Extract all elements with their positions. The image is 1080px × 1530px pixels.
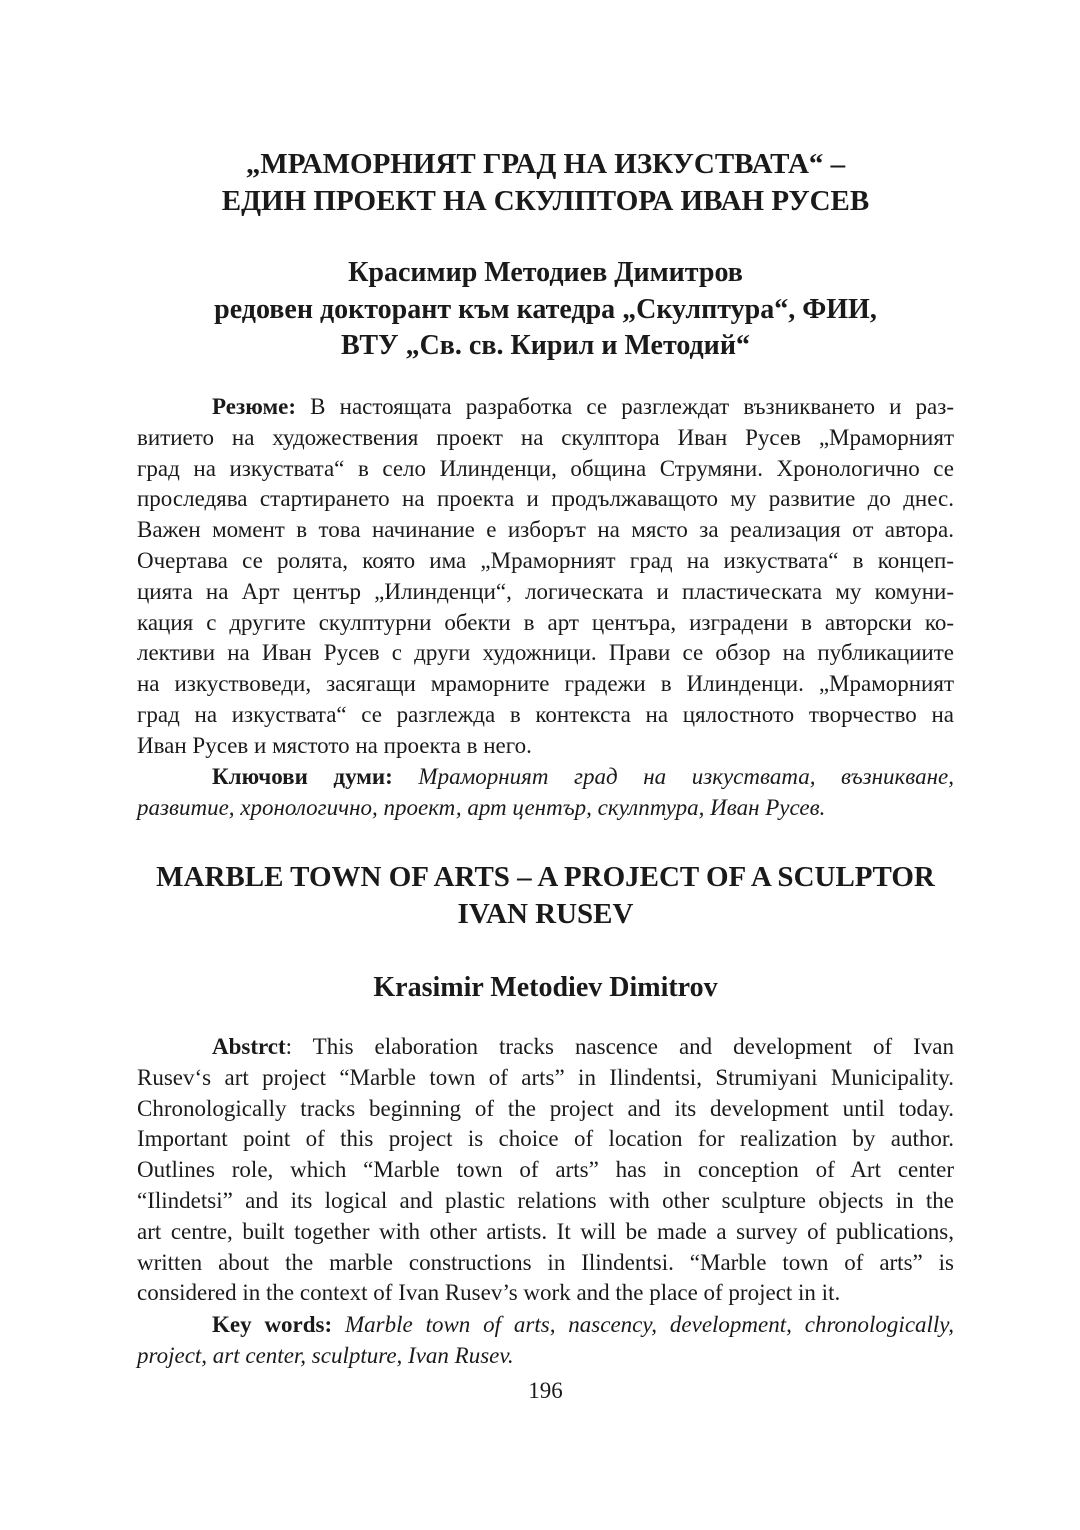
abstract-label: Резюме: <box>212 394 297 419</box>
abstract-line <box>137 392 954 423</box>
english-title-line-1: MARBLE TOWN OF ARTS – A PROJECT OF A SCULPTOR <box>156 861 935 893</box>
abstract-label: Abstrct <box>212 1034 286 1059</box>
abstract-line: витието на художествения проект на скулптора Иван Русев „Мраморният <box>137 424 954 450</box>
abstract-line: Иван Русев и мястото на проекта в него. <box>137 732 532 758</box>
bulgarian-title-line-2: ЕДИН ПРОЕКТ НА СКУЛПТОРА ИВАН РУСЕВ <box>221 185 870 217</box>
abstract-line: цията на Арт център „Илинденци“, логическата и пластическата му комуни- <box>137 578 954 604</box>
abstract-text: В настоящата разработка се разглеждат възникването и раз- <box>296 394 954 419</box>
abstract-line: Outlines role, which “Marble town of arts” has in conception of Art center <box>137 1157 954 1183</box>
abstract-line: град на изкуствата“ се разглежда в контекста на цялостното творчество на <box>137 701 954 727</box>
abstract-line: град на изкуствата“ в село Илинденци, община Струмяни. Хронологично се <box>137 455 954 481</box>
keywords-label: Key words: <box>212 1312 333 1337</box>
abstract-line: considered in the context of Ivan Rusev’s work and the place of project in it. <box>137 1280 841 1306</box>
abstract-line <box>137 1032 954 1063</box>
keywords-label: Ключови думи: <box>212 764 393 789</box>
abstract-line: Важен момент в това начинание е изборът на място за реализация от автора. <box>137 517 954 543</box>
abstract-line: art centre, built together with other artists. It will be made a survey of publications, <box>137 1218 954 1244</box>
abstract-line: written about the marble constructions in Ilindentsi. “Marble town of arts” is <box>137 1249 954 1275</box>
keywords-text: Мраморният град на изкуствата, възникване, <box>392 764 954 789</box>
english-abstract <box>137 1032 954 1309</box>
abstract-line: кация с другите скулптурни обекти в арт центъра, изградени в авторски ко- <box>137 609 954 635</box>
bulgarian-title-line-1: „МРАМОРНИЯТ ГРАД НА ИЗКУСТВАТА“ – <box>245 148 846 180</box>
abstract-line: Rusev‘s art project “Marble town of arts” in Ilindentsi, Strumiyani Municipality. <box>137 1064 954 1090</box>
document-page <box>137 0 954 1530</box>
abstract-line: на изкуствоведи, засягащи мраморните градежи в Илинденци. „Мраморният <box>137 671 954 697</box>
english-title-line-2: IVAN RUSEV <box>457 898 634 930</box>
bulgarian-abstract <box>137 392 954 762</box>
bulgarian-title <box>137 146 954 220</box>
keywords-text: Marble town of arts, nascency, development, chronologically, <box>332 1312 954 1337</box>
english-keywords <box>137 1310 954 1372</box>
abstract-line: проследява стартирането на проекта и продължаващото му развитие до днес. <box>137 486 954 512</box>
abstract-line: Очертава се ролята, която има „Мраморният град на изкуствата“ в концеп- <box>137 547 954 573</box>
english-author-name: Krasimir Metodiev Dimitrov <box>373 972 718 1003</box>
english-title <box>137 859 954 933</box>
abstract-text: : This elaboration tracks nascence and development of Ivan <box>285 1034 954 1059</box>
page-number: 196 <box>528 1378 563 1403</box>
abstract-line: Chronologically tracks beginning of the project and its development until today. <box>137 1095 954 1121</box>
author-university: ВТУ „Св. св. Кирил и Методий“ <box>341 330 750 361</box>
keywords-line: развитие, хронологично, проект, арт център, скулптура, Иван Русев. <box>137 794 826 820</box>
keywords-line <box>137 762 954 793</box>
abstract-line: “Ilindetsi” and its logical and plastic relations with other sculpture objects in the <box>137 1187 954 1213</box>
keywords-line: project, art center, sculpture, Ivan Rusev. <box>137 1342 514 1368</box>
abstract-line: Important point of this project is choice of location for realization by author. <box>137 1126 954 1152</box>
author-position: редовен докторант към катедра „Скулптура“, ФИИ, <box>214 293 877 325</box>
bulgarian-keywords <box>137 762 954 824</box>
author-name: Красимир Методиев Димитров <box>348 257 743 288</box>
abstract-line: лективи на Иван Русев с други художници. Прави се обзор на публикациите <box>137 640 954 666</box>
bulgarian-author-block <box>137 255 954 365</box>
keywords-line <box>137 1310 954 1341</box>
